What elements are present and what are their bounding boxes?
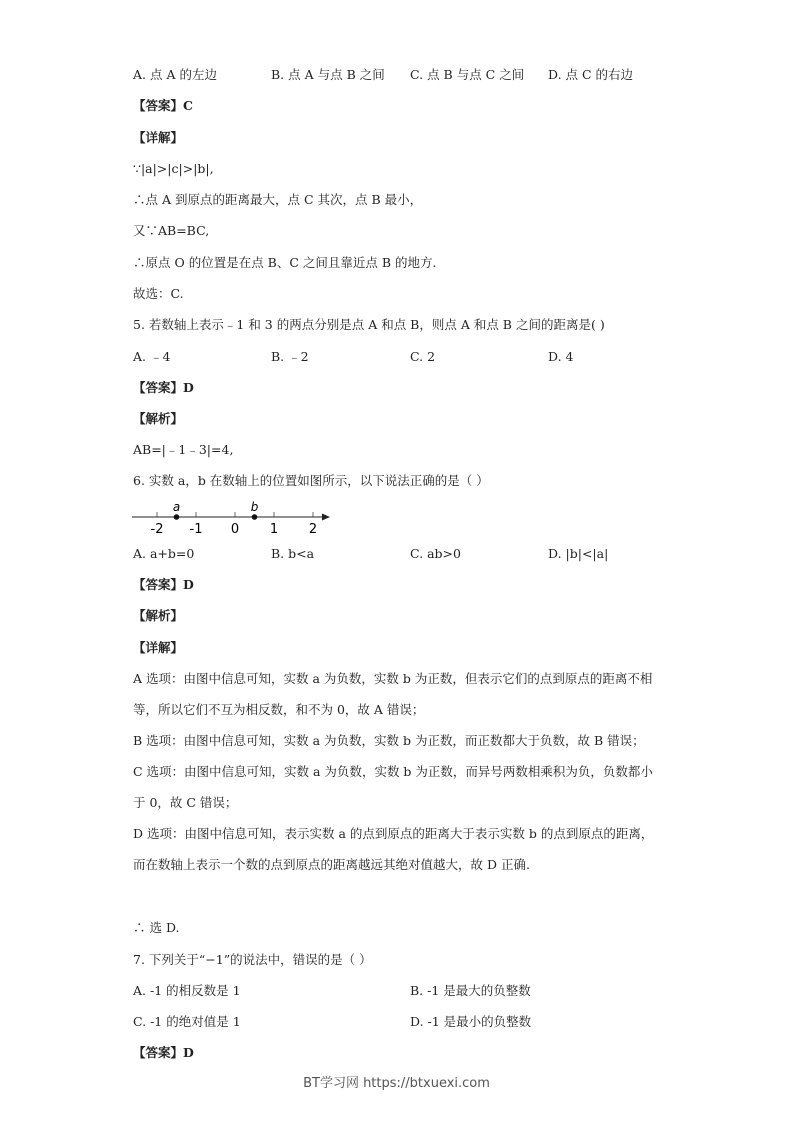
q4-option-b: B. 点 A 与点 B 之间	[271, 67, 385, 82]
q6-detail-label: 【详解】	[133, 640, 184, 655]
q6-answer: 【答案】D	[133, 577, 194, 592]
q7-option-d: D. -1 是最小的负整数	[410, 1014, 532, 1029]
q6-option-c: C. ab>0	[410, 546, 461, 561]
q5-option-a: A. ﹣4	[133, 349, 171, 364]
point-b	[252, 514, 258, 520]
q4-step-3: 又∵AB=BC,	[133, 223, 210, 238]
tick-label-neg2: -2	[150, 522, 164, 537]
q6-analysis-label: 【解析】	[133, 608, 184, 623]
tick-label-0: 0	[230, 522, 240, 537]
q5-analysis-label: 【解析】	[133, 411, 184, 426]
q6-para-a: A 选项：由图中信息可知，实数 a 为负数，实数 b 为正数，但表示它们的点到原点的距离不相等，所以它们不互为相反数，和不为 0，故 A 错误；	[133, 671, 653, 717]
page-footer[interactable]: BT学习网 https://btxuexi.com	[303, 1076, 490, 1091]
point-a	[174, 514, 180, 520]
q6-option-b: B. b<a	[271, 546, 315, 561]
q6-option-d: D. |b|<|a|	[548, 546, 609, 561]
q6-explanations	[133, 663, 663, 880]
q5-analysis: AB=|﹣1﹣3|=4,	[133, 442, 234, 457]
q6-question: 6. 实数 a，b 在数轴上的位置如图所示，以下说法正确的是（ ）	[133, 473, 489, 488]
q7-option-b: B. -1 是最大的负整数	[410, 983, 531, 998]
q5-option-d: D. 4	[548, 349, 574, 364]
q6-conclusion: ∴ 选 D.	[133, 920, 180, 935]
q6-option-a: A. a+b=0	[133, 546, 195, 561]
q7-answer: 【答案】D	[133, 1045, 194, 1060]
q4-step-5: 故选：C.	[133, 286, 184, 301]
q4-step-1: ∵|a|>|c|>|b|,	[133, 161, 214, 176]
q4-step-2: ∴点 A 到原点的距离最大，点 C 其次，点 B 最小，	[133, 192, 423, 207]
q6-para-b: B 选项：由图中信息可知，实数 a 为负数，实数 b 为正数，而正数都大于负数，故 B 错误；	[133, 733, 645, 748]
point-label-b: b	[250, 500, 259, 514]
q7-option-a: A. -1 的相反数是 1	[133, 983, 241, 998]
q4-detail-label: 【详解】	[133, 130, 184, 145]
q4-step-4: ∴原点 O 的位置是在点 B、C 之间且靠近点 B 的地方.	[133, 255, 437, 270]
q4-option-c: C. 点 B 与点 C 之间	[410, 67, 525, 82]
q6-para-c: C 选项：由图中信息可知，实数 a 为负数，实数 b 为正数，而异号两数相乘积为负，负数都小于 0，故 C 错误；	[133, 764, 653, 810]
tick-label-1: 1	[269, 522, 279, 537]
q5-question: 5. 若数轴上表示﹣1 和 3 的两点分别是点 A 和点 B，则点 A 和点 B 之间的距离是( )	[133, 317, 605, 332]
q4-option-d: D. 点 C 的右边	[548, 67, 634, 82]
q5-answer: 【答案】D	[133, 380, 194, 395]
point-label-a: a	[172, 500, 181, 514]
q4-answer: 【答案】C	[133, 98, 193, 113]
q7-question: 7. 下列关于“−1”的说法中，错误的是（ ）	[133, 952, 372, 967]
q6-para-d: D 选项：由图中信息可知，表示实数 a 的点到原点的距离大于表示实数 b 的点到原点的距离，而在数轴上表示一个数的点到原点的距离越远其绝对值越大，故 D 正确.	[133, 826, 654, 872]
q5-option-c: C. 2	[410, 349, 436, 364]
number-line-arrow	[322, 514, 330, 521]
tick-label-2: 2	[308, 522, 318, 537]
number-line	[128, 498, 338, 538]
q7-option-c: C. -1 的绝对值是 1	[133, 1014, 241, 1029]
q5-option-b: B. ﹣2	[271, 349, 309, 364]
tick-label-neg1: -1	[189, 522, 203, 537]
q4-option-a: A. 点 A 的左边	[133, 67, 217, 82]
